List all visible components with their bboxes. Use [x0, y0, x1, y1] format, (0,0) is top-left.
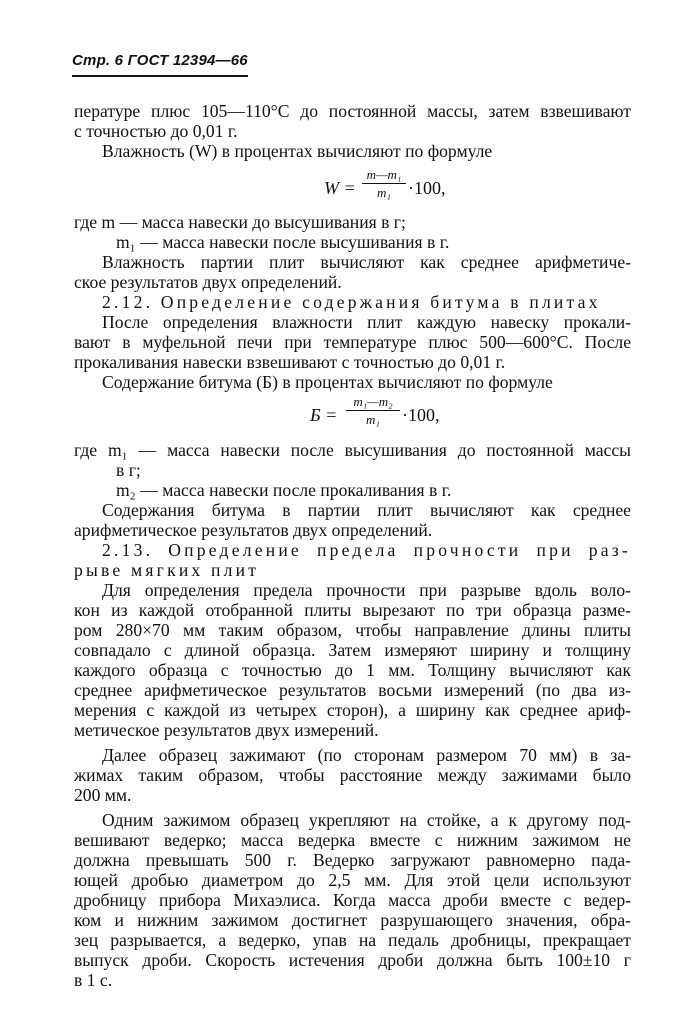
formula-denominator: m₁: [377, 185, 391, 200]
section-heading-2-12: 2.12. Определение содержания битума в плитах: [102, 292, 601, 312]
text-line: метическое результатов двух измерений.: [74, 720, 379, 740]
formula-lhs: W =: [324, 178, 356, 198]
fraction-bar: [346, 410, 400, 411]
text-line: Содержания битума в партии плит вычисляют как среднее: [102, 500, 631, 520]
text-line: каждого образца с точностью до 1 мм. Толщину вычисляют как: [74, 660, 631, 680]
text-line: кон из каждой отобранной плиты вырезают по три образца разме-: [74, 600, 631, 620]
formula-fraction: [362, 168, 406, 200]
page-header: Стр. 6 ГОСТ 12394—66: [72, 52, 248, 69]
text-line: арифметическое результатов двух определений.: [74, 520, 433, 540]
text-line: жимах таким образом, чтобы расстояние между зажимами было: [74, 765, 631, 785]
text-line: где m₁ — масса навески после высушивания до постоянной массы: [74, 440, 631, 460]
formula-numerator: m—m₁: [366, 167, 402, 182]
text-line: пературе плюс 105—110°С до постоянной массы, затем взвешивают: [74, 101, 631, 121]
text-line: Влажность партии плит вычисляют как среднее арифметиче-: [102, 252, 631, 272]
formula-rest: ·100,: [402, 405, 440, 425]
fraction-bar: [362, 183, 406, 184]
text-line: Одним зажимом образец укрепляют на стойке, а к другому под-: [102, 810, 631, 830]
text-line: ром 280×70 мм таким образом, чтобы направление длины плиты: [74, 620, 631, 640]
text-line: вешивают ведерко; масса ведерка вместе с нижним зажимом не: [74, 830, 631, 850]
formula-fraction: [346, 395, 400, 427]
text-line: Влажность (W) в процентах вычисляют по формуле: [102, 141, 493, 161]
text-line: в г;: [116, 460, 141, 480]
text-line: Содержание битума (Б) в процентах вычисляют по формуле: [102, 372, 553, 392]
text-line: прокаливания навески взвешивают с точностью до 0,01 г.: [74, 352, 506, 372]
text-line: с точностью до 0,01 г.: [74, 121, 238, 141]
header-rule: [72, 75, 248, 77]
text-line: совпадало с длиной образца. Затем измеряют ширину и толщину: [74, 640, 631, 660]
text-line: в 1 с.: [74, 970, 113, 990]
formula-denominator: m₁: [366, 412, 380, 427]
text-line: где m — масса навески до высушивания в г;: [74, 212, 406, 232]
text-line: выпуск дроби. Скорость истечения дроби должна быть 100±10 г: [74, 950, 631, 970]
text-line: Для определения предела прочности при разрыве вдоль воло-: [102, 580, 631, 600]
formula-lhs: Б =: [310, 405, 338, 425]
text-line: вают в муфельной печи при температуре плюс 500—600°С. После: [74, 332, 631, 352]
text-line: ющей дробью диаметром до 2,5 мм. Для этой цели используют: [74, 870, 631, 890]
text-line: 200 мм.: [74, 785, 132, 805]
text-line: должна превышать 500 г. Ведерко загружают равномерно пада-: [74, 850, 631, 870]
formula-numerator: m₁—m₂: [353, 394, 393, 409]
text-line: зец разрывается, а ведерко, упав на педаль дробницы, прекращает: [74, 930, 631, 950]
text-line: m₁ — масса навески после высушивания в г.: [116, 232, 450, 252]
text-line: m₂ — масса навески после прокаливания в г.: [116, 480, 452, 500]
text-line: После определения влажности плит каждую навеску прокали-: [102, 312, 631, 332]
text-line: ское результатов двух определений.: [74, 272, 342, 292]
text-line: Далее образец зажимают (по сторонам размером 70 мм) в за-: [102, 745, 631, 765]
section-heading-2-13: 2.13. Определение предела прочности при раз-: [102, 540, 631, 560]
formula-rest: ·100,: [408, 178, 446, 198]
text-line: среднее арифметическое результатов восьми измерений (по два из-: [74, 680, 631, 700]
section-heading-2-13-cont: рыве мягких плит: [74, 560, 260, 580]
text-line: ком и нижним зажимом достигнет разрушающего значения, обра-: [74, 910, 631, 930]
text-line: дробницу прибора Михаэлиса. Когда масса дроби вместе с ведер-: [74, 890, 631, 910]
text-line: мерения с каждой из четырех сторон), а ширину как среднее ариф-: [74, 700, 631, 720]
